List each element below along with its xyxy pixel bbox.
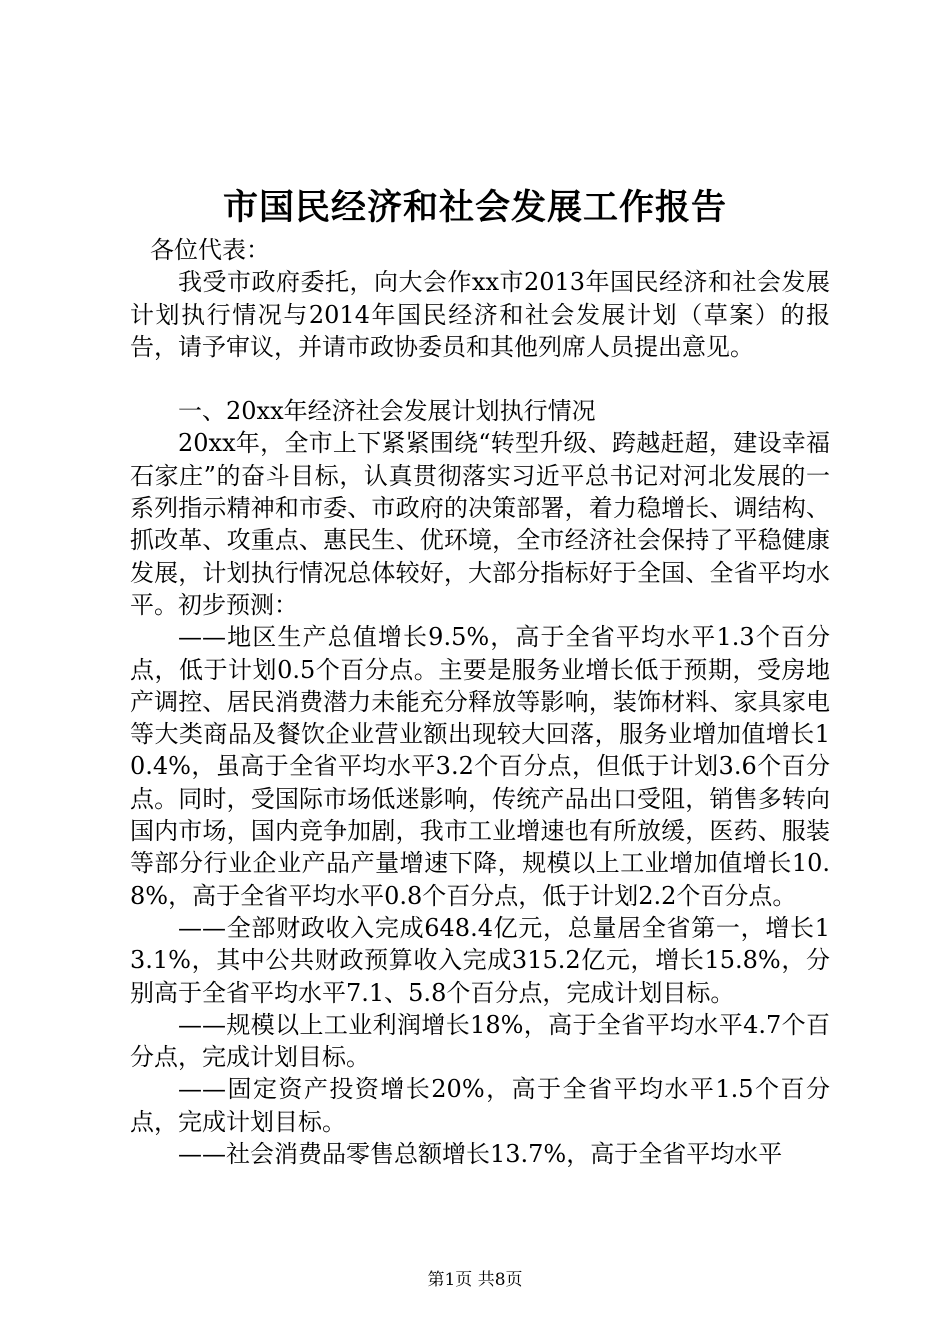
salutation: 各位代表： [150,236,270,264]
document-body [130,234,830,1170]
body-paragraph: ——全部财政收入完成648.4亿元，总量居全省第一，增长13.1%，其中公共财政预算收入完成315.2亿元，增长15.8%，分别高于全省平均水平7.1、5.8个百分点，完成计划目标。 [130,913,830,1007]
document-title: 市国民经济和社会发展工作报告 [222,187,727,228]
body-paragraph: ——规模以上工业利润增长18%，高于全省平均水平4.7个百分点，完成计划目标。 [130,1010,830,1072]
body-paragraph: ——地区生产总值增长9.5%，高于全省平均水平1.3个百分点，低于计划0.5个百分点。主要是服务业增长低于预期，受房地产调控、居民消费潜力未能充分释放等影响，装饰材料、家具家电等大类商品及餐饮企业营业额出现较大回落，服务业增加值增长10.4%，虽高于全省平均水平3.2个百分点，但低于计划3.6个百分点。同时，受国际市场低迷影响，传统产品出口受阻，销售多转向国内市场，国内竞争加剧，我市工业增速也有所放缓，医药、服装等部分行业企业产品产量增速下降，规模以上工业增加值增长10.8%，高于全省平均水平0.8个百分点，低于计划2.2个百分点。 [130,623,830,910]
paragraph-spacer [130,363,830,395]
page-footer: 第1页 共8页 [427,1270,523,1290]
body-paragraph: 20xx年，全市上下紧紧围绕“转型升级、跨越赶超，建设幸福石家庄”的奋斗目标，认真贯彻落实习近平总书记对河北发展的一系列指示精神和市委、市政府的决策部署，着力稳增长、调结构、抓改革、攻重点、惠民生、优环境，全市经济社会保持了平稳健康发展，计划执行情况总体较好，大部分指标好于全国、全省平均水平。初步预测： [130,429,830,619]
section-heading: 一、20xx年经济社会发展计划执行情况 [178,397,596,426]
body-paragraph: ——社会消费品零售总额增长13.7%，高于全省平均水平 [178,1140,783,1169]
body-paragraph: ——固定资产投资增长20%，高于全省平均水平1.5个百分点，完成计划目标。 [130,1075,830,1136]
intro-paragraph: 我受市政府委托，向大会作xx市2013年国民经济和社会发展计划执行情况与2014年国民经济和社会发展计划（草案）的报告，请予审议，并请市政协委员和其他列席人员提出意见。 [130,268,830,361]
